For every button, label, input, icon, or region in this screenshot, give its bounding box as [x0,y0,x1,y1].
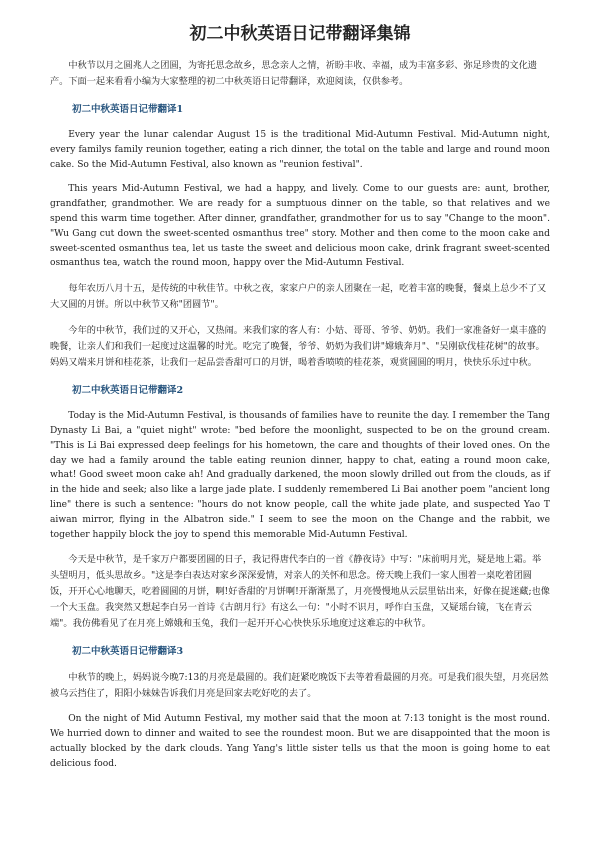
english-paragraph: Today is the Mid-Autumn Festival, is thousands of families have to reunite the day. I remember the Tang Dynasty Li Bai, a "quiet night" wrote: "bed before the moonlight, suspected to be on the ground cream. "This is Li Bai expressed deep feelings for his hometown, the care and thoughts of their loved ones. On the day we had a family around the table eating reunion dinner, happy to chat, eating a round moon cake, what! Good sweet moon cake ah! And gradually darkened, the moon slowly drilled out from the clouds, as if in the hide and seek; also like a large jade plate. I suddenly remembered Li Bai another poem "ancient long line" there is such a sentence: "hours do not know people, call the white jade plate, and suspected Yao T aiwan mirror, flying in the Albatron side." I seem to see the moon on the Change and the rabbit, we together happily block the joy to spend this memorable Mid-Autumn Festival. [50,411,550,540]
section-1 [50,102,550,371]
chinese-paragraph: 每年农历八月十五，是传统的中秋佳节。中秋之夜，家家户户的亲人团聚在一起，吃着丰富的晚餐，餐桌上总少不了又大又圆的月饼。所以中秋节又称"团圆节"。 [50,283,547,311]
chinese-paragraph: 今年的中秋节，我们过的又开心，又热闹。来我们家的客人有：小姑、哥哥、爷爷、奶奶。我们一家准备好一桌丰盛的晚餐，让亲人们和我们一起度过这温馨的时光。吃完了晚餐，爷爷、奶奶为我们讲"嫦娥奔月"、"吴刚砍伐桂花树"的故事。妈妈又端来月饼和桂花茶，让我们一起品尝香甜可口的月饼，喝着香喷喷的桂花茶，观赏圆圆的明月，快快乐乐过中秋。 [50,325,547,369]
section-3 [50,644,550,771]
section-heading: 初二中秋英语日记带翻译1 [72,104,184,115]
english-paragraph: This years Mid-Autumn Festival, we had a happy, and lively. Come to our guests are: aunt, brother, grandfather, grandmother. We are ready for a sumptuous dinner on the table, so that relatives and we spend this warm time together. After dinner, grandfather, grandmother for us to say "Change to the moon". "Wu Gang cut down the sweet-scented osmanthus tree" story. Mother and then come to the moon cake and sweet-scented osmanthus tea, let us taste the sweet and delicious moon cake, drink fragrant sweet-scented osmanthus tea, watch the round moon, happy over the Mid-Autumn Festival. [50,184,550,269]
english-paragraph: Every year the lunar calendar August 15 is the traditional Mid-Autumn Festival. Mid-Autumn night, every familys family reunion together, eating a rich dinner, the total on the table and large and round moon cake. So the Mid-Autumn Festival, also known as "reunion festival". [50,130,550,170]
chinese-paragraph: 今天是中秋节，是千家万户都要团圆的日子，我记得唐代李白的一首《静夜诗》中写："床前明月光，疑是地上霜。举头望明月，低头思故乡。"这是李白表达对家乡深深爱情，对亲人的关怀和思念。傍天晚上我们一家人围着一桌吃着团圆饭，开开心心地聊天，吃着圆圆的月饼，啊!好香甜的'月饼啊!开渐渐黑了，月亮慢慢地从云层里钻出来，好像在捉迷藏;也像一个大玉盘。我突然又想起李白另一首诗《古朗月行》有这么一句："小时不识月，呼作白玉盘，又疑瑶台镜，飞在青云端"。我仿佛看见了在月亮上嫦娥和玉兔，我们一起开开心心快快乐乐地度过这难忘的中秋节。 [50,554,550,630]
english-paragraph: On the night of Mid Autumn Festival, my mother said that the moon at 7:13 tonight is the most round. We hurried down to dinner and waited to see the roundest moon. But we are disappointed that the moon is actually blocked by the dark clouds. Yang Yang's little sister tells us that the moon is going home to eat delicious food. [50,714,550,769]
chinese-paragraph: 中秋节的晚上，妈妈说今晚7:13的月亮是最圆的。我们赶紧吃晚饭下去等着看最圆的月亮。可是我们很失望，月亮居然被乌云挡住了，阳阳小妹妹告诉我们月亮是回家去吃好吃的去了。 [50,672,549,700]
page-title: 初二中秋英语日记带翻译集锦 [189,24,411,44]
section-2 [50,383,550,632]
section-heading: 初二中秋英语日记带翻译2 [72,385,184,397]
intro-paragraph: 中秋节以月之圆兆人之团圆，为寄托思念故乡，思念亲人之情，祈盼丰收、幸福，成为丰富多彩、弥足珍贵的文化遗产。下面一起来看看小编为大家整理的初二中秋英语日记带翻译，欢迎阅读，仅供参考。 [50,60,537,87]
section-heading: 初二中秋英语日记带翻译3 [72,646,184,658]
